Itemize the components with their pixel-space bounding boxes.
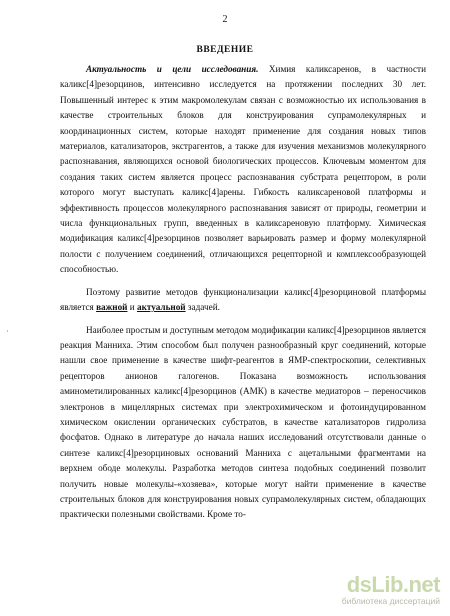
paragraph-lead: Актуальность и цели исследования. [86,64,259,74]
watermark-subtitle: библиотека диссертаций [341,596,440,606]
section-heading: ВВЕДЕНИЕ [196,45,254,55]
paragraph-mannich [60,323,426,523]
watermark-logo: dsLib.net [346,572,440,597]
paragraph-text: Поэтому развитие методов функционализации каликс[4]резорциновой платформы является [60,286,426,313]
margin-mark: · [6,326,9,336]
watermark [322,572,440,608]
paragraph-text: задачей. [185,302,220,313]
paragraph-text: Наиболее простым и доступным методом модификации каликс[4]резорцинов является реакция Манниха. Этим способом был получен разнообразный круг соединений, которые нашли свое применение в качестве шифт-реагентов в ЯМР-спектроскопии, селективных рецепторов анионов галогенов. Показана возможность использования аминометилированных каликс[4]резорцинов (АМК) в качестве медиаторов – переносчиков электронов в мицеллярных системах при электрохимическом и фотоиндуцированном химическом окислении органических субстратов, в качестве катализаторов гидролиза фосфатов. Однако в литературе до начала наших исследований отсутствовали данные о синтезе каликс[4]резорциновых оснований Манниха с ацетальными фрагментами на верхнем ободе молекулы. Разработка методов синтеза подобных соединений позволит получить новые молекулы-«хозяева», которые могут найти применение в качестве строительных блоков для конструирования новых супрамолекулярных систем, обладающих практически полезными свойствами. Кроме то- [60,324,426,520]
paragraph-conclusion [60,285,426,316]
underlined-word-important: важной [96,302,128,313]
paragraph-text: и [127,302,137,313]
paragraph-text: Химия каликсаренов, в частности каликс[4]резорцинов, интенсивно исследуется на протяжении последних 30 лет. Повышенный интерес к этим макромолекулам связан с возможностью их использования в качестве строительных блоков для конструирования супрамолекулярных и координационных систем, которые находят применение для создания новых типов материалов, катализаторов, экстрагентов, а также для изучения механизмов молекулярного распознавания, являющихся основой биологических процессов. Ключевым моментом для создания таких систем является процесс распознавания субстрата рецептором, в роли которого могут выступать каликс[4]арены. Гибкость каликсареновой платформы и эффективность процессов молекулярного распознавания зависят от природы, геометрии и числа функциональных групп, введенных в каликсареновую платформу. Химическая модификация каликс[4]резорцинов позволяет варьировать размер и форму молекулярной полости с получением соединений, отличающихся рецепторной и комплексообразующей способностью. [60,64,426,275]
paragraph-relevance [60,62,426,278]
page-number: 2 [222,14,228,25]
underlined-word-actual: актуальной [136,302,186,313]
document-body [60,62,426,523]
